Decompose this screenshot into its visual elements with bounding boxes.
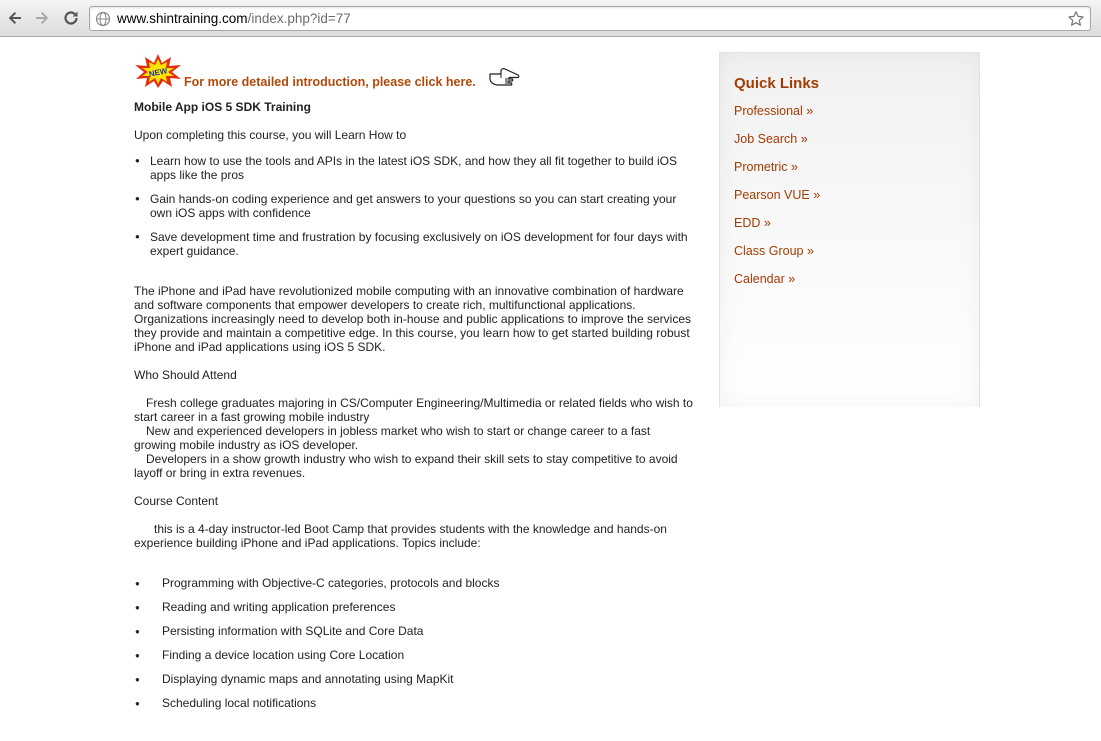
quick-link-prometric[interactable]: Prometric »: [734, 160, 798, 174]
quick-link-edd[interactable]: EDD »: [734, 216, 771, 230]
list-item: ● Finding a device location using Core Location: [134, 648, 694, 672]
detailed-intro-link[interactable]: For more detailed introduction, please click here.: [184, 75, 476, 89]
audience-item: New and experienced developers in jobless market who wish to start or change career to a fast growing mobile industry as iOS developer.: [134, 424, 651, 452]
quick-link-calendar[interactable]: Calendar »: [734, 272, 796, 286]
new-badge-text: NEW: [148, 66, 169, 79]
back-button[interactable]: [5, 8, 25, 28]
pointing-hand-icon: [488, 66, 520, 88]
quick-link-job-search[interactable]: Job Search »: [734, 132, 808, 146]
list-item: ● Displaying dynamic maps and annotating using MapKit: [134, 672, 694, 696]
bookmark-star-icon[interactable]: [1067, 10, 1085, 28]
url-domain: www.shintraining.com: [117, 11, 248, 26]
browser-toolbar: [0, 0, 1101, 37]
list-item: ● Persisting information with SQLite and Core Data: [134, 624, 694, 648]
forward-arrow-icon: [33, 9, 51, 27]
audience-list: [134, 396, 694, 480]
new-badge-icon: [134, 54, 182, 88]
list-item: ● Reading and writing application preferences: [134, 600, 694, 624]
forward-button[interactable]: [32, 8, 52, 28]
audience-item: Developers in a show growth industry who wish to expand their skill sets to stay competitive to avoid layoff or bring in extra revenues.: [134, 452, 678, 480]
quick-links-title: Quick Links: [734, 75, 820, 92]
address-bar[interactable]: [89, 6, 1091, 31]
course-content-intro: this is a 4-day instructor-led Boot Camp that provides students with the knowledge and hands-on experience building iPhone and iPad applications. Topics include:: [134, 522, 667, 550]
quick-link-professional[interactable]: Professional »: [734, 104, 814, 118]
course-description: The iPhone and iPad have revolutionized mobile computing with an innovative combination of hardware and software components that empower developers to create rich, multifunctional applications. Organizations increasingly need to develop both in-house and public applications to improve the services they provide and maintain a competitive edge. In this course, you learn how to get started building robust iPhone and iPad applications using iOS 5 SDK.: [134, 284, 691, 354]
audience-item: Fresh college graduates majoring in CS/Computer Engineering/Multimedia or related fields who wish to start career in a fast growing mobile industry: [134, 396, 693, 424]
quick-link-pearson-vue[interactable]: Pearson VUE »: [734, 188, 821, 202]
quick-link-class-group[interactable]: Class Group »: [734, 244, 814, 258]
intro-line: Upon completing this course, you will Learn How to: [134, 128, 407, 142]
quick-links-list: [734, 104, 820, 300]
reload-button[interactable]: [61, 8, 81, 28]
list-item: ● Scheduling local notifications: [134, 696, 694, 720]
topics-list: [134, 576, 694, 720]
list-item: ● Save development time and frustration by focusing exclusively on iOS development for four days with expert guidance.: [134, 230, 694, 258]
course-content-heading: Course Content: [134, 494, 219, 508]
globe-icon: [95, 11, 111, 27]
outcomes-list: [134, 154, 694, 268]
course-title: Mobile App iOS 5 SDK Training: [134, 100, 311, 114]
list-item: ● Gain hands-on coding experience and get answers to your questions so you can start creating your own iOS apps with confidence: [134, 192, 694, 220]
promo-banner: [134, 52, 534, 92]
back-arrow-icon: [6, 9, 24, 27]
who-should-attend-heading: Who Should Attend: [134, 368, 237, 382]
quick-links-panel: [719, 52, 980, 407]
reload-icon: [62, 9, 80, 27]
list-item: ● Programming with Objective-C categories, protocols and blocks: [134, 576, 694, 600]
list-item: ● Learn how to use the tools and APIs in the latest iOS SDK, and how they all fit together to build iOS apps like the pros: [134, 154, 694, 182]
url-path: /index.php?id=77: [247, 11, 351, 26]
url-text: [117, 11, 351, 26]
